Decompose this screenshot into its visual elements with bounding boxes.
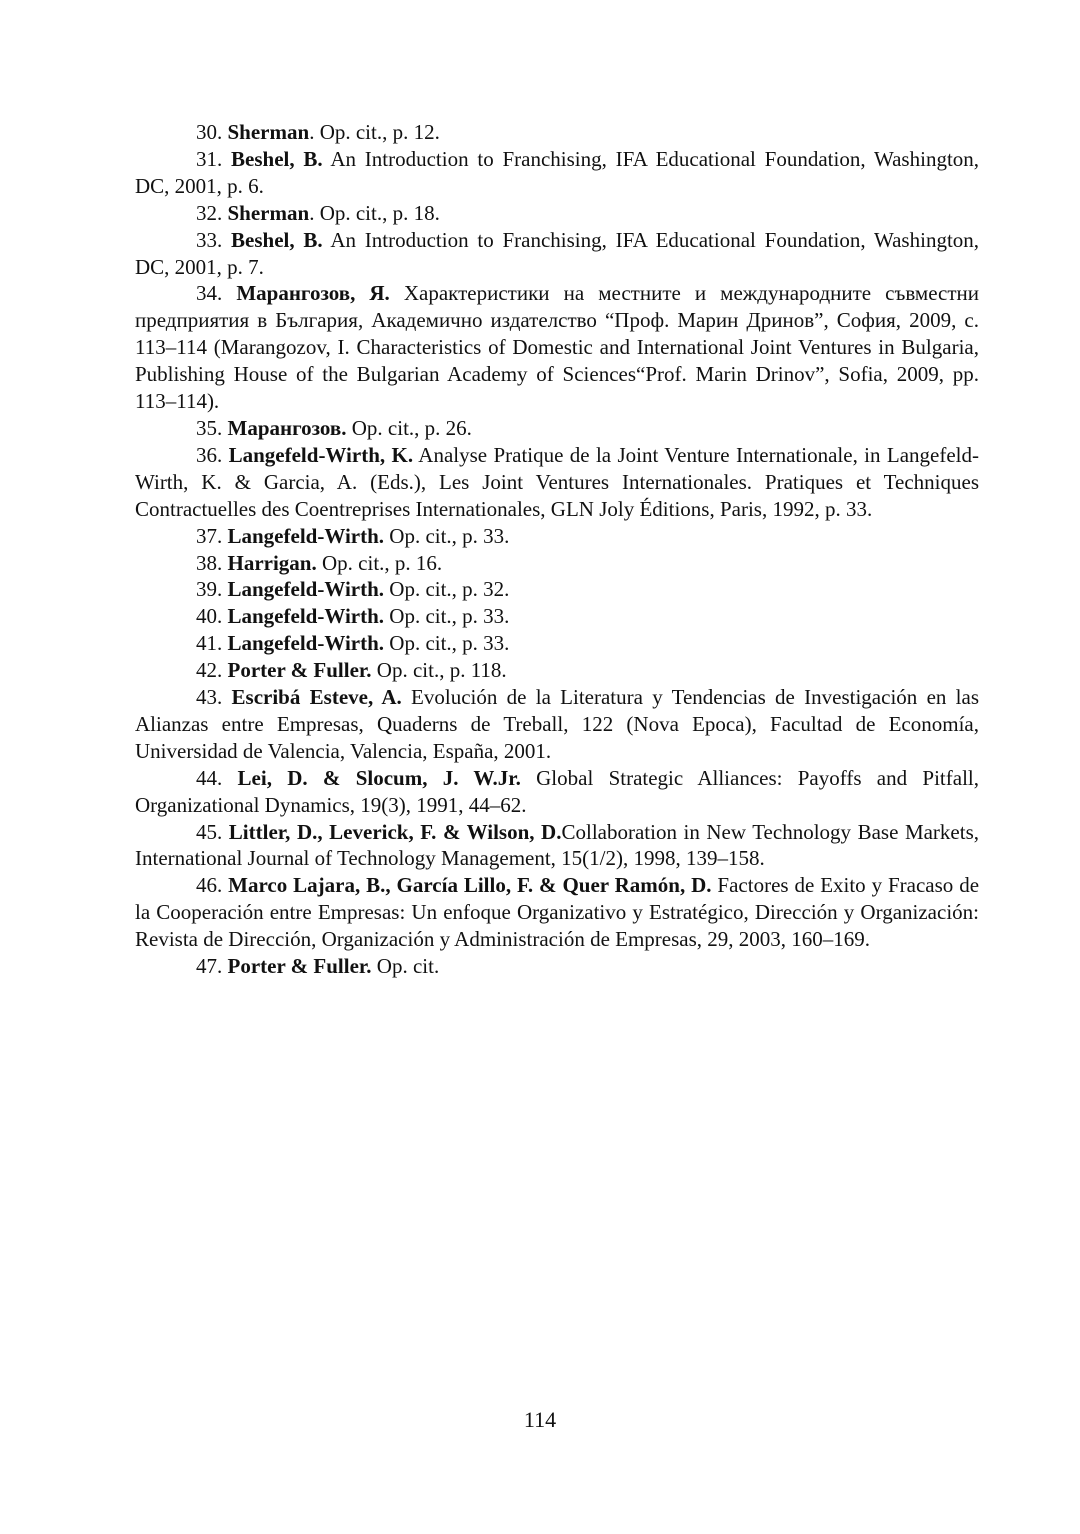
endnote-author: Sherman: [227, 200, 310, 225]
endnote-number: 30.: [196, 120, 223, 144]
endnote-number: 37.: [196, 523, 223, 548]
endnote-number: 31.: [196, 146, 223, 171]
endnote-number: 33.: [196, 227, 223, 252]
endnote-author: Langefeld-Wirth, K.: [228, 442, 414, 467]
endnote-text: Op. cit., p. 16.: [316, 550, 443, 575]
endnote-text: . Op. cit., p. 12.: [309, 120, 440, 144]
endnote-text: Op. cit., p. 118.: [371, 658, 507, 683]
endnote-text: Collaboration in New Technology Base Markets, International Journal of Technology Management, 15(1/2), 1998, 139–158.: [135, 819, 980, 871]
endnote-37: [135, 523, 979, 550]
endnote-author: Beshel, B.: [231, 146, 323, 171]
endnote-author: Escribá Esteve, A.: [231, 685, 402, 710]
endnote-number: 34.: [196, 281, 223, 306]
endnote-38: [135, 550, 979, 577]
endnote-text: Характеристики на местните и международните съвместни предприятия в България, Академично издателство “Проф. Марин Дринов”, София, 2009, с. 113–114 (Marangozov, I. Characteristics of Domestic and International Joint Ventures in Bulgaria, Publishing House of the Bulgarian Academy of Sciences“Prof. Marin Drinov”, Sofia, 2009, pp. 113–114).: [135, 281, 980, 414]
endnote-text: Factores de Exito y Fracaso de la Cooperación entre Empresas: Un enfoque Organizativo y Estratégico, Dirección y Organización: Revista de Dirección, Organización y Administración de Empresas, 29, 2003, 160–169.: [135, 873, 980, 952]
page-number: 114: [523, 1407, 557, 1432]
endnote-number: 41.: [196, 631, 223, 656]
endnote-author: Марангозов.: [227, 415, 347, 440]
endnote-author: Sherman: [227, 120, 310, 144]
endnote-author: Beshel, B.: [231, 227, 323, 252]
endnote-author: Porter & Fuller.: [227, 954, 372, 979]
endnote-text: Evolución de la Literatura y Tendencias de Investigación en las Alianzas entre Empresas, Quaderns de Treball, 122 (Nova Epoca), Facultad de Economía, Universidad de Valencia, Valencia, España, 2001.: [135, 685, 979, 763]
endnote-31: [135, 146, 979, 200]
endnote-number: 46.: [196, 873, 223, 898]
endnote-text: . Op. cit., p. 18.: [309, 200, 440, 225]
endnote-author: Harrigan.: [227, 550, 317, 575]
endnotes-list: [135, 119, 979, 980]
endnote-text: Op. cit.: [371, 954, 440, 979]
endnote-32: [135, 200, 979, 227]
endnote-text: Op. cit., p. 33.: [384, 604, 510, 629]
endnote-text: Op. cit., p. 32.: [384, 577, 510, 602]
endnote-34: [135, 280, 979, 415]
endnote-39: [135, 576, 979, 603]
endnote-number: 35.: [196, 415, 223, 440]
endnote-33: [135, 227, 979, 281]
endnote-43: [135, 684, 979, 765]
endnote-number: 45.: [196, 819, 223, 844]
endnote-35: [135, 415, 979, 442]
endnote-author: Марангозов, Я.: [236, 281, 390, 306]
endnote-30: [135, 119, 979, 146]
endnote-40: [135, 603, 979, 630]
endnote-author: Lei, D. & Slocum, J. W.Jr.: [237, 765, 521, 790]
endnote-46: [135, 872, 979, 953]
endnote-number: 43.: [196, 685, 223, 710]
endnote-number: 39.: [196, 577, 223, 602]
endnote-number: 32.: [196, 200, 223, 225]
endnote-author: Marco Lajara, B., García Lillo, F. & Quer Ramón, D.: [228, 873, 712, 898]
endnote-author: Langefeld-Wirth.: [227, 631, 385, 656]
endnote-number: 36.: [196, 442, 223, 467]
endnote-47: [135, 953, 979, 980]
endnote-text: Op. cit., p. 33.: [384, 631, 510, 656]
endnote-text: Op. cit., p. 26.: [346, 415, 472, 440]
endnote-number: 42.: [196, 658, 223, 683]
endnote-number: 44.: [196, 765, 223, 790]
endnote-author: Littler, D., Leverick, F. & Wilson, D.: [228, 819, 562, 844]
endnote-36: [135, 442, 979, 523]
endnote-45: [135, 819, 979, 873]
endnote-author: Langefeld-Wirth.: [227, 523, 385, 548]
endnote-42: [135, 657, 979, 684]
endnote-author: Porter & Fuller.: [227, 658, 372, 683]
endnote-44: [135, 765, 979, 819]
endnote-text: An Introduction to Franchising, IFA Educational Foundation, Washington, DC, 2001, p. 6.: [135, 146, 980, 198]
endnote-text: Global Strategic Alliances: Payoffs and Pitfall, Organizational Dynamics, 19(3), 1991, 44–62.: [135, 765, 979, 817]
endnote-number: 40.: [196, 604, 223, 629]
endnote-text: Op. cit., p. 33.: [384, 523, 510, 548]
endnote-text: Analyse Pratique de la Joint Venture Internationale, in Langefeld-Wirth, K. & Garcia, A. (Eds.), Les Joint Ventures Internationales. Pratiques et Techniques Contractuelles des Coentreprises Internationales, GLN Joly Éditions, Paris, 1992, p. 33.: [135, 442, 979, 521]
endnote-author: Langefeld-Wirth.: [227, 577, 385, 602]
endnote-text: An Introduction to Franchising, IFA Educational Foundation, Washington, DC, 2001, p. 7.: [135, 227, 980, 279]
endnote-number: 47.: [196, 954, 223, 979]
endnote-41: [135, 630, 979, 657]
endnote-author: Langefeld-Wirth.: [227, 604, 385, 629]
endnote-number: 38.: [196, 550, 223, 575]
